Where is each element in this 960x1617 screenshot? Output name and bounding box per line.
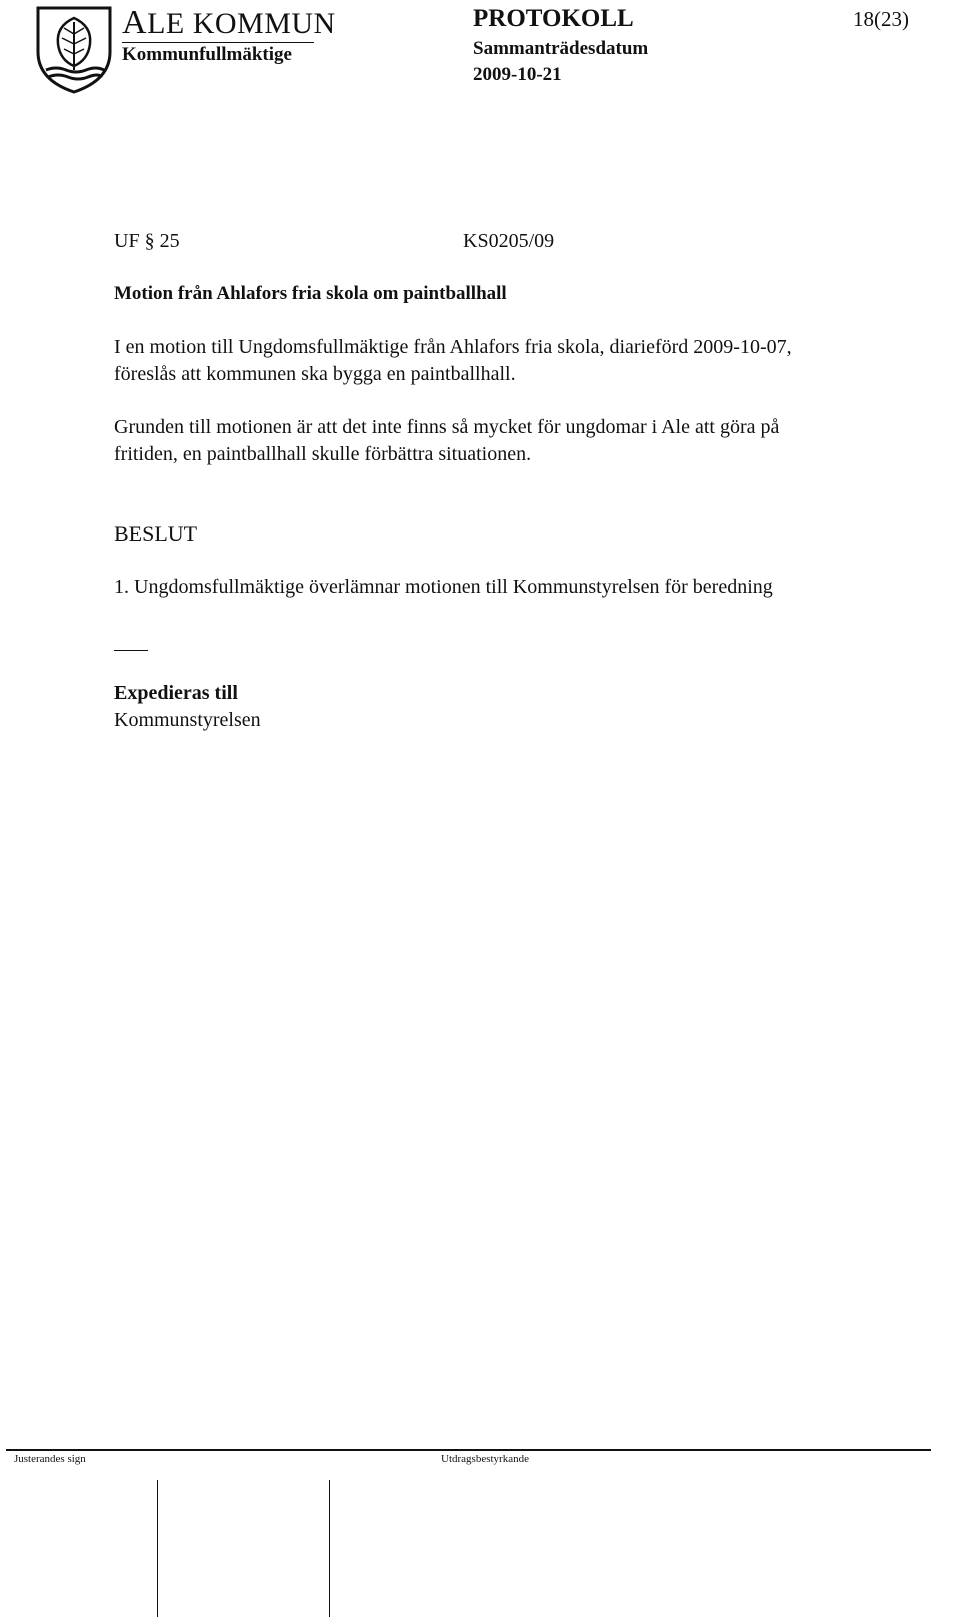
- paragraph-1-line-1: I en motion till Ungdomsfullmäktige från Ahlafors fria skola, diarieförd 2009-10-07,: [114, 336, 792, 358]
- header-divider: [122, 42, 314, 43]
- page-number: 18(23): [853, 7, 909, 31]
- document-type: PROTOKOLL: [473, 5, 634, 32]
- paragraph-2-line-2: fritiden, en paintballhall skulle förbättra situationen.: [114, 443, 532, 465]
- footer-divider: [6, 1449, 931, 1451]
- certification-label: Utdragsbestyrkande: [441, 1453, 529, 1465]
- organization-subtitle: Kommunfullmäktige: [122, 44, 292, 65]
- signature-box-divider-1: [157, 1480, 158, 1617]
- paragraph-reference: UF § 25: [114, 230, 180, 252]
- section-divider: [114, 650, 148, 651]
- decision-heading: BESLUT: [114, 521, 198, 546]
- signature-box-divider-2: [329, 1480, 330, 1617]
- item-title: Motion från Ahlafors fria skola om paintballhall: [114, 283, 507, 304]
- dispatch-heading: Expedieras till: [114, 682, 238, 704]
- organization-name-rest: LE KOMMUN: [147, 7, 336, 40]
- organization-name: [122, 4, 336, 42]
- paragraph-2-line-1: Grunden till motionen är att det inte finns så mycket för ungdomar i Ale att göra på: [114, 416, 780, 438]
- case-number: KS0205/09: [463, 230, 555, 252]
- decision-point-1: 1. Ungdomsfullmäktige överlämnar motionen till Kommunstyrelsen för beredning: [114, 576, 773, 598]
- signature-label: Justerandes sign: [14, 1453, 86, 1465]
- municipality-coat-of-arms-logo: [34, 4, 114, 94]
- dispatch-recipient: Kommunstyrelsen: [114, 709, 261, 731]
- meeting-date-label: Sammanträdesdatum: [473, 38, 649, 59]
- paragraph-1-line-2: föreslås att kommunen ska bygga en paintballhall.: [114, 363, 516, 385]
- meeting-date-value: 2009-10-21: [473, 64, 562, 85]
- organization-name-initial: A: [122, 4, 148, 41]
